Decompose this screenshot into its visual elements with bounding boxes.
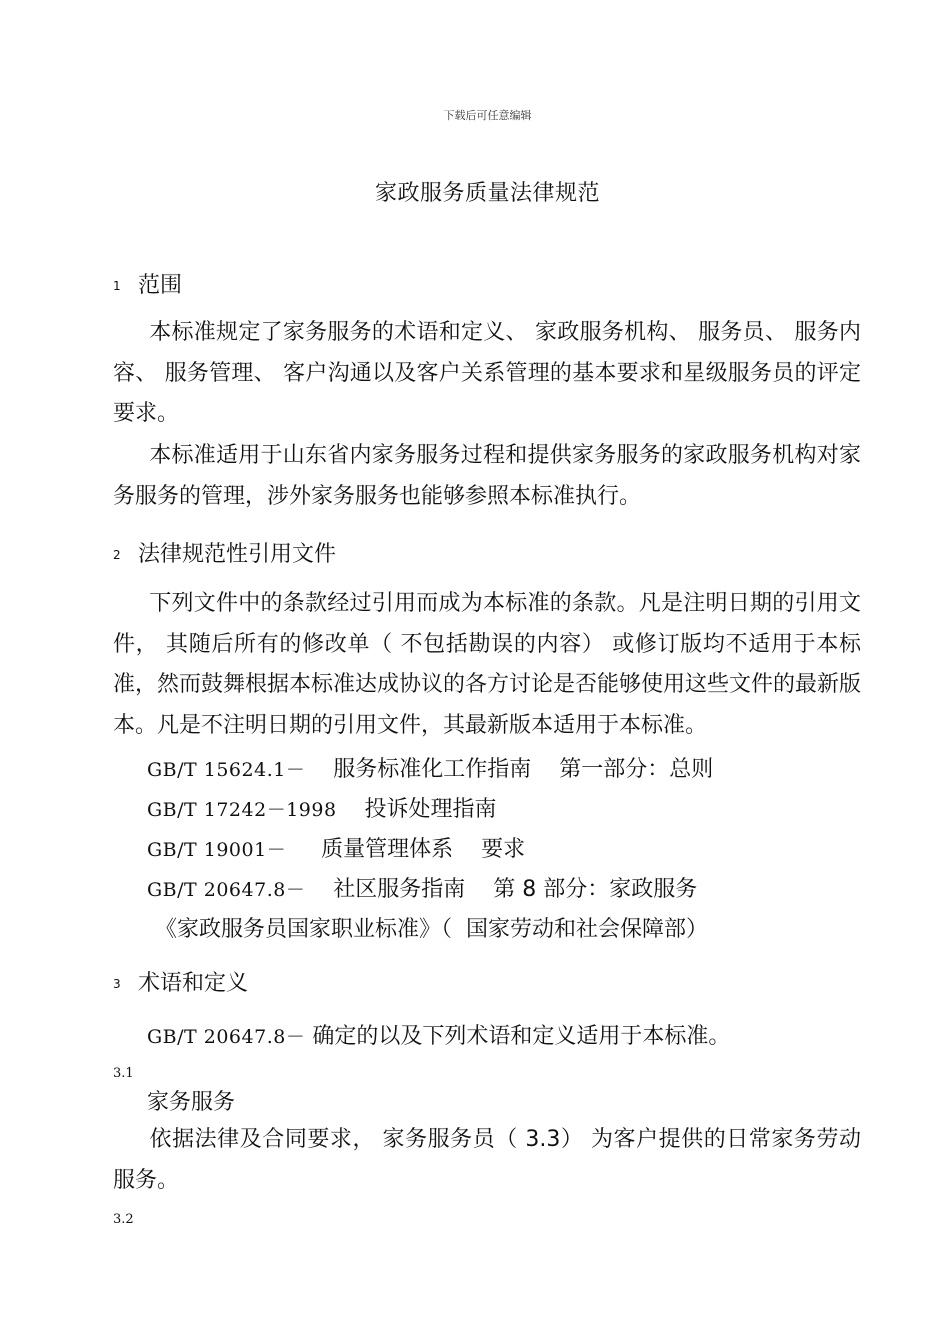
reference-item xyxy=(147,872,697,903)
section-number: 3 xyxy=(113,977,121,991)
reference-code: GB/T 15624.1－ xyxy=(147,759,306,781)
reference-item xyxy=(155,912,708,943)
paragraph-definition-3-1 xyxy=(113,1120,861,1201)
reference-title: 社区服务指南 第 8 部分：家政服务 xyxy=(305,877,698,902)
section-heading-2 xyxy=(113,537,336,568)
reference-code: GB/T 17242－1998 xyxy=(147,799,337,821)
reference-title: 投诉处理指南 xyxy=(336,797,497,822)
paragraph-text: 本标准规定了家务服务的术语和定义、 家政服务机构、 服务员、 服务内容、 服务管理、 客户沟通以及客户关系管理的基本要求和星级服务员的评定要求。 xyxy=(113,320,861,426)
section-title: 范围 xyxy=(138,273,183,298)
paragraph-text: 本标准适用于山东省内家务服务过程和提供家务服务的家政服务机构对家务服务的管理，涉外家务服务也能够参照本标准执行。 xyxy=(113,443,861,509)
section-number: 2 xyxy=(113,548,121,562)
document-title: 家政服务质量法律规范 xyxy=(374,181,600,206)
header-note: 下载后可任意编辑 xyxy=(443,109,532,122)
paragraph-scope-1 xyxy=(113,313,861,435)
section-number: 1 xyxy=(113,279,121,293)
reference-item xyxy=(147,832,525,863)
reference-item xyxy=(147,752,713,783)
reference-title: 《家政服务员国家职业标准》（ 国家劳动和社会保障部） xyxy=(155,917,708,942)
reference-item xyxy=(147,792,497,823)
section-heading-1 xyxy=(113,268,182,299)
reference-code: GB/T 20647.8－ xyxy=(147,1026,306,1048)
paragraph-text: 下列文件中的条款经过引用而成为本标准的条款。凡是注明日期的引用文件， 其随后所有的修改单（ 不包括勘误的内容） 或修订版均不适用于本标准，然而鼓舞根据本标准达成协议的各方讨论是否能够使用这些文件的最新版本。凡是不注明日期的引用文件，其最新版本适用于本标准。 xyxy=(113,591,862,738)
paragraph-scope-2 xyxy=(113,436,861,517)
paragraph-references-intro xyxy=(113,584,861,746)
reference-title: 质量管理体系 要求 xyxy=(286,837,526,862)
reference-code: GB/T 19001－ xyxy=(147,839,287,861)
paragraph-text: 依据法律及合同要求， 家务服务员（ 3.3） 为客户提供的日常家务劳动服务。 xyxy=(113,1127,861,1193)
section-title: 术语和定义 xyxy=(138,971,249,996)
subsection-number: 3.1 xyxy=(113,1066,134,1081)
paragraph-terms-intro xyxy=(147,1019,730,1050)
subsection-number: 3.2 xyxy=(113,1212,134,1227)
section-heading-3 xyxy=(113,966,248,997)
subsection-term: 家务服务 xyxy=(147,1090,236,1115)
reference-code: GB/T 20647.8－ xyxy=(147,879,306,901)
paragraph-text: 确定的以及下列术语和定义适用于本标准。 xyxy=(305,1024,731,1049)
section-title: 法律规范性引用文件 xyxy=(138,542,337,567)
reference-title: 服务标准化工作指南 第一部分：总则 xyxy=(305,757,714,782)
